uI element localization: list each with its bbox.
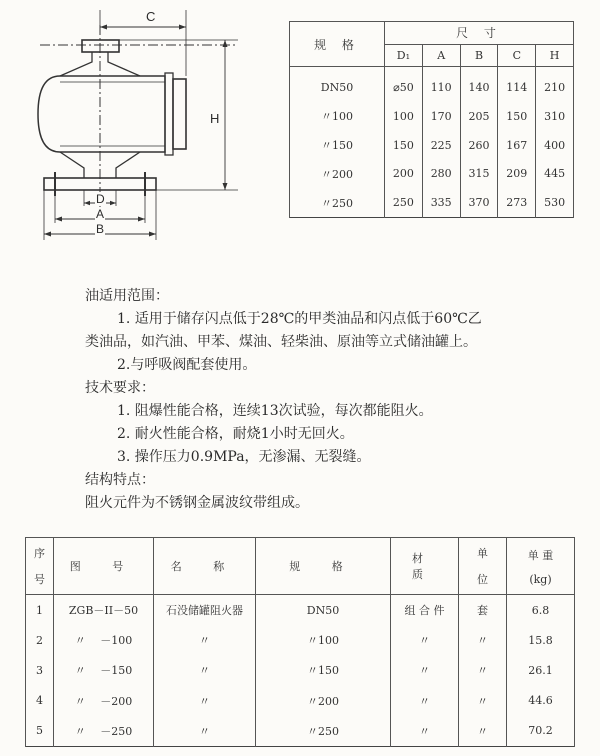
cell-b: 205 [460,102,498,131]
cell-h: 445 [536,159,574,188]
table-row [290,102,574,131]
cell-name: 〃 [154,625,256,655]
dim-label-b: B [96,222,105,236]
col-header: H [536,44,574,67]
cell-spec: DN50 [256,595,391,626]
cell-c: 209 [498,159,536,188]
dim-label-h: H [210,111,220,126]
col-header: C [498,44,536,67]
scope-item-1a: 1. 适用于储存闪点低于28℃的甲类油品和闪点低于60℃乙 [117,311,482,327]
cell-h: 310 [536,102,574,131]
header-spec: 规 格 [256,538,391,595]
cell-unit: 〃 [459,625,507,655]
cell-weight: 6.8 [507,595,575,626]
cell-weight: 44.6 [507,686,575,716]
cell-material: 〃 [391,686,459,716]
spec-header: 规 格 [290,22,385,67]
arrester-body [38,76,165,152]
cell-unit: 〃 [459,686,507,716]
cell-spec: 〃150 [290,131,385,160]
col-header: A [422,44,460,67]
cell-d1: 100 [385,102,423,131]
header-unit-line2: 位 [477,573,488,586]
cell-seq: 1 [26,595,54,626]
header-seq-line1: 序 [34,547,45,560]
table-row [26,595,575,626]
cell-drawing-no: 〃 －100 [54,625,154,655]
table-row [290,188,574,217]
cell-name: 石没储罐阻火器 [154,595,256,626]
cell-d1: ⌀50 [385,67,423,102]
cell-material: 组 合 件 [391,595,459,626]
cell-d1: 250 [385,188,423,217]
cell-spec: 〃100 [290,102,385,131]
cell-material: 〃 [391,655,459,685]
header-unit-line1: 单 [477,547,488,560]
cell-a: 280 [422,159,460,188]
cell-unit: 〃 [459,655,507,685]
cell-b: 140 [460,67,498,102]
cell-seq: 5 [26,716,54,747]
cell-h: 530 [536,188,574,217]
col-header: B [460,44,498,67]
header-material: 材 质 [391,538,459,595]
table-row [290,67,574,102]
cell-h: 210 [536,67,574,102]
cell-b: 370 [460,188,498,217]
size-header: 尺 寸 [385,22,574,45]
dim-label-d: D [96,192,105,206]
struct-title: 结构特点： [85,472,155,488]
cell-b: 315 [460,159,498,188]
cell-name: 〃 [154,716,256,747]
cell-c: 114 [498,67,536,102]
scope-item-2: 2.与呼吸阀配套使用。 [117,357,257,373]
col-header: D₁ [385,44,423,67]
table-row [26,625,575,655]
header-seq-line2: 号 [34,573,45,586]
cell-drawing-no: 〃 －200 [54,686,154,716]
cell-weight: 70.2 [507,716,575,747]
cell-name: 〃 [154,655,256,685]
cell-material: 〃 [391,625,459,655]
header-name: 名 称 [154,538,256,595]
cell-drawing-no: 〃 －250 [54,716,154,747]
cell-spec: 〃100 [256,625,391,655]
dim-label-a: A [96,207,105,221]
cell-name: 〃 [154,686,256,716]
cell-spec: 〃200 [256,686,391,716]
cell-b: 260 [460,131,498,160]
table-row [290,131,574,160]
cell-seq: 2 [26,625,54,655]
struct-item-1: 阻火元件为不锈钢金属波纹带组成。 [85,495,309,511]
scope-title: 油适用范围： [85,288,169,304]
dim-label-c: C [146,9,156,24]
cell-weight: 15.8 [507,625,575,655]
cell-c: 150 [498,102,536,131]
cell-spec: 〃200 [290,159,385,188]
cell-seq: 3 [26,655,54,685]
cell-material: 〃 [391,716,459,747]
cell-seq: 4 [26,686,54,716]
cell-spec: 〃250 [256,716,391,747]
tech-title: 技术要求： [85,380,155,396]
cell-d1: 150 [385,131,423,160]
scope-item-1b: 类油品，如汽油、甲苯、煤油、轻柴油、原油等立式储油罐上。 [85,334,477,350]
cell-drawing-no: 〃 －150 [54,655,154,685]
header-weight-line2: (kg) [529,572,552,586]
flame-arrester-drawing [0,0,285,245]
cell-unit: 〃 [459,716,507,747]
cell-spec: 〃250 [290,188,385,217]
side-flange [165,73,173,155]
header-drawing-no: 图 号 [54,538,154,595]
cell-a: 335 [422,188,460,217]
tech-item-3: 3. 操作压力0.9MPa，无渗漏、无裂缝。 [117,449,371,465]
cell-spec: DN50 [290,67,385,102]
cell-a: 170 [422,102,460,131]
cell-a: 225 [422,131,460,160]
table-row [26,655,575,685]
cell-weight: 26.1 [507,655,575,685]
product-table [25,537,575,747]
table-row [26,716,575,747]
cell-unit: 套 [459,595,507,626]
cell-c: 167 [498,131,536,160]
header-weight-line1: 单 重 [527,548,554,562]
table-row [26,686,575,716]
header-seq [26,538,54,595]
header-weight [507,538,575,595]
table-row [290,159,574,188]
tech-item-1: 1. 阻爆性能合格，连续13次试验，每次都能阻火。 [117,403,433,419]
dimension-table [289,21,574,218]
cell-d1: 200 [385,159,423,188]
cell-a: 110 [422,67,460,102]
cell-h: 400 [536,131,574,160]
cell-spec: 〃150 [256,655,391,685]
cell-drawing-no: ZGB－II－50 [54,595,154,626]
header-unit [459,538,507,595]
tech-item-2: 2. 耐火性能合格，耐烧1小时无回火。 [117,426,354,442]
cell-c: 273 [498,188,536,217]
